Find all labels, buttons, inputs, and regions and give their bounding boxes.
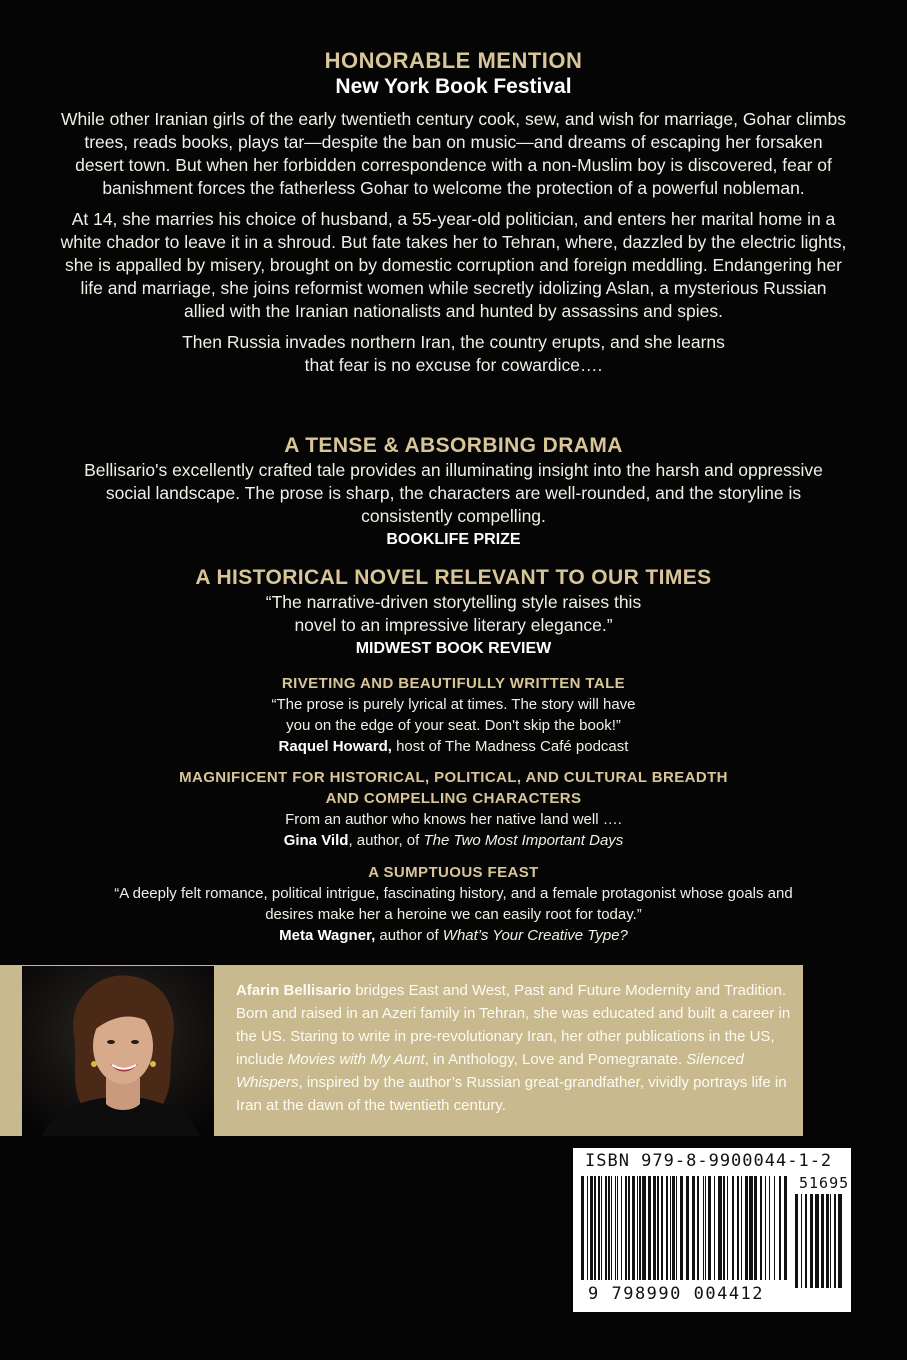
barcode-bar <box>834 1194 836 1288</box>
review-booklife <box>30 433 877 552</box>
barcode-bar <box>718 1176 722 1280</box>
barcode-bar <box>672 1176 675 1280</box>
review-midwest <box>30 565 877 661</box>
review-source: MIDWEST BOOK REVIEW <box>355 640 552 657</box>
award-title: HONORABLE MENTION <box>324 48 583 73</box>
review-quote: “The prose is purely lyrical at times. The story will have you on the edge of your seat. Don't skip the book!” <box>271 696 636 734</box>
barcode-bar <box>617 1176 618 1280</box>
barcode-bar <box>760 1176 762 1280</box>
review-source-detail: , author, of <box>348 832 424 849</box>
barcode-bar <box>686 1176 689 1280</box>
barcode-bar <box>680 1176 683 1280</box>
barcode-bar <box>749 1176 753 1280</box>
author-bio-text-2: , in Anthology, Love and Pomegranate. <box>424 1051 687 1068</box>
isbn-barcode <box>573 1148 851 1312</box>
review-quote: Bellisario's excellently crafted tale provides an illuminating insight into the harsh and oppressive social landscape. The prose is sharp, the characters are well-rounded, and the storyline is consistently compelling. <box>84 460 823 526</box>
barcode-bar <box>666 1176 668 1280</box>
review-heading: A TENSE & ABSORBING DRAMA <box>284 434 623 457</box>
author-book-title-1: Movies with My Aunt <box>287 1051 425 1068</box>
barcode-bar <box>628 1176 630 1280</box>
review-source-detail: author of <box>375 927 443 944</box>
barcode-bar <box>784 1176 787 1280</box>
synopsis-paragraph-3: Then Russia invades northern Iran, the country erupts, and she learns that fear is no excuse for cowardice…. <box>182 332 725 375</box>
barcode-bar <box>590 1176 593 1280</box>
review-source <box>30 925 877 946</box>
review-gina-vild <box>30 767 877 851</box>
review-source-name: Raquel Howard, <box>278 738 392 755</box>
author-book-title-2: Silenced Whispers <box>236 1051 744 1091</box>
barcode-bar <box>703 1176 704 1280</box>
award-block <box>0 48 907 100</box>
barcode-bar <box>714 1176 715 1280</box>
review-source: BOOKLIFE PRIZE <box>386 531 521 548</box>
barcode-number: 9 798990 004412 <box>588 1284 765 1304</box>
barcode-bar <box>732 1176 734 1280</box>
isbn-text: ISBN 979-8-9900044-1-2 <box>585 1151 833 1171</box>
review-quote: “A deeply felt romance, political intrigue, fascinating history, and a female protagonist whose goals and desires make her a heroine we can easily root for today.” <box>114 885 793 923</box>
barcode-bar <box>805 1194 807 1288</box>
review-quote: “The narrative-driven storytelling style raises this novel to an impressive literary elegance.” <box>265 592 642 635</box>
barcode-bar <box>727 1176 728 1280</box>
award-subtitle: New York Book Festival <box>335 75 572 98</box>
author-bio <box>236 979 794 1117</box>
author-name: Afarin Bellisario <box>236 982 352 999</box>
barcode-bar <box>621 1176 622 1280</box>
synopsis-paragraph-2: At 14, she marries his choice of husband, a 55-year-old politician, and enters her marital home in a white chador to leave it in a shroud. But fate takes her to Tehran, where, dazzled by the electric lights, she is appalled by misery, brought on by domestic corruption and foreign meddling. Endangering her life and marriage, she joins reformist women while secretly idolizing Aslan, a mysterious Russian allied with the Iranian nationalists and hunted by assassins and spies. <box>60 209 847 321</box>
barcode-bars-addon <box>795 1194 845 1288</box>
barcode-bar <box>648 1176 651 1280</box>
barcode-bar <box>801 1194 802 1288</box>
barcode-bar <box>611 1176 612 1280</box>
review-source-detail: host of The Madness Café podcast <box>391 738 629 755</box>
review-heading: MAGNIFICENT FOR HISTORICAL, POLITICAL, AND CULTURAL BREADTH AND COMPELLING CHARACTERS <box>179 769 728 807</box>
barcode-bar <box>657 1176 659 1280</box>
price-code: 51695 <box>799 1174 850 1192</box>
author-bio-text-3: , inspired by the author’s Russian great-grandfather, vividly portrays life in Iran at the dawn of the twentieth century. <box>236 1074 787 1114</box>
review-source-book-title: What’s Your Creative Type? <box>442 927 628 944</box>
barcode-bar <box>605 1176 607 1280</box>
barcode-bar <box>692 1176 695 1280</box>
barcode-bar <box>670 1176 671 1280</box>
barcode-bar <box>594 1176 596 1280</box>
barcode-bar <box>625 1176 627 1280</box>
barcode-bar <box>795 1194 798 1288</box>
barcode-bar <box>774 1176 775 1280</box>
barcode-bars-main <box>581 1176 787 1288</box>
synopsis-paragraph-1: While other Iranian girls of the early twentieth century cook, sew, and wish for marriage, Gohar climbs trees, reads books, plays tar—despite the ban on music—and dreams of escaping her forsaken desert town. But when her forbidden correspondence with a non-Muslim boy is discovered, fear of banishment forces the fatherless Gohar to welcome the protection of a powerful nobleman. <box>61 109 846 198</box>
review-source-name: Meta Wagner, <box>279 927 376 944</box>
barcode-bar <box>769 1176 770 1280</box>
barcode-bar <box>765 1176 766 1280</box>
barcode-bar <box>723 1176 725 1280</box>
barcode-bar <box>741 1176 742 1280</box>
barcode-bar <box>587 1176 588 1280</box>
review-source-book-title: The Two Most Important Days <box>423 832 624 849</box>
barcode-bar <box>615 1176 616 1280</box>
review-heading: A HISTORICAL NOVEL RELEVANT TO OUR TIMES <box>195 566 712 589</box>
barcode-bar <box>737 1176 739 1280</box>
barcode-bar <box>608 1176 610 1280</box>
barcode-bar <box>598 1176 600 1280</box>
barcode-bar <box>676 1176 677 1280</box>
barcode-bar <box>642 1176 646 1280</box>
review-source <box>30 830 877 851</box>
barcode-bar <box>826 1194 829 1288</box>
barcode-bar <box>601 1176 602 1280</box>
barcode-bar <box>838 1194 842 1288</box>
barcode-bar <box>754 1176 757 1280</box>
barcode-bar <box>745 1176 748 1280</box>
barcode-bar <box>639 1176 641 1280</box>
barcode-bar <box>810 1194 813 1288</box>
barcode-bar <box>821 1194 824 1288</box>
review-heading: RIVETING AND BEAUTIFULLY WRITTEN TALE <box>281 675 626 692</box>
barcode-bar <box>779 1176 781 1280</box>
barcode-bar <box>830 1194 831 1288</box>
review-madness-cafe <box>30 673 877 757</box>
author-bio-text-1: bridges East and West, Past and Future Modernity and Tradition. Born and raised in an Azeri family in Tehran, she was educated and built a career in the US. Staring to write in pre-revolutionary Iran, her other publications in the US, include <box>236 982 791 1068</box>
review-source <box>30 736 877 757</box>
review-source-name: Gina Vild <box>283 832 349 849</box>
author-photo <box>22 966 214 1136</box>
review-heading: A SUMPTUOUS FEAST <box>368 864 539 881</box>
barcode-bar <box>705 1176 706 1280</box>
review-meta-wagner <box>30 862 877 946</box>
synopsis <box>60 108 847 385</box>
barcode-bar <box>708 1176 711 1280</box>
barcode-bar <box>581 1176 584 1280</box>
barcode-bar <box>815 1194 819 1288</box>
barcode-bar <box>661 1176 663 1280</box>
barcode-bar <box>632 1176 635 1280</box>
barcode-bar <box>697 1176 699 1280</box>
review-quote: From an author who knows her native land well …. <box>285 811 622 828</box>
barcode-bar <box>637 1176 638 1280</box>
barcode-bar <box>653 1176 656 1280</box>
